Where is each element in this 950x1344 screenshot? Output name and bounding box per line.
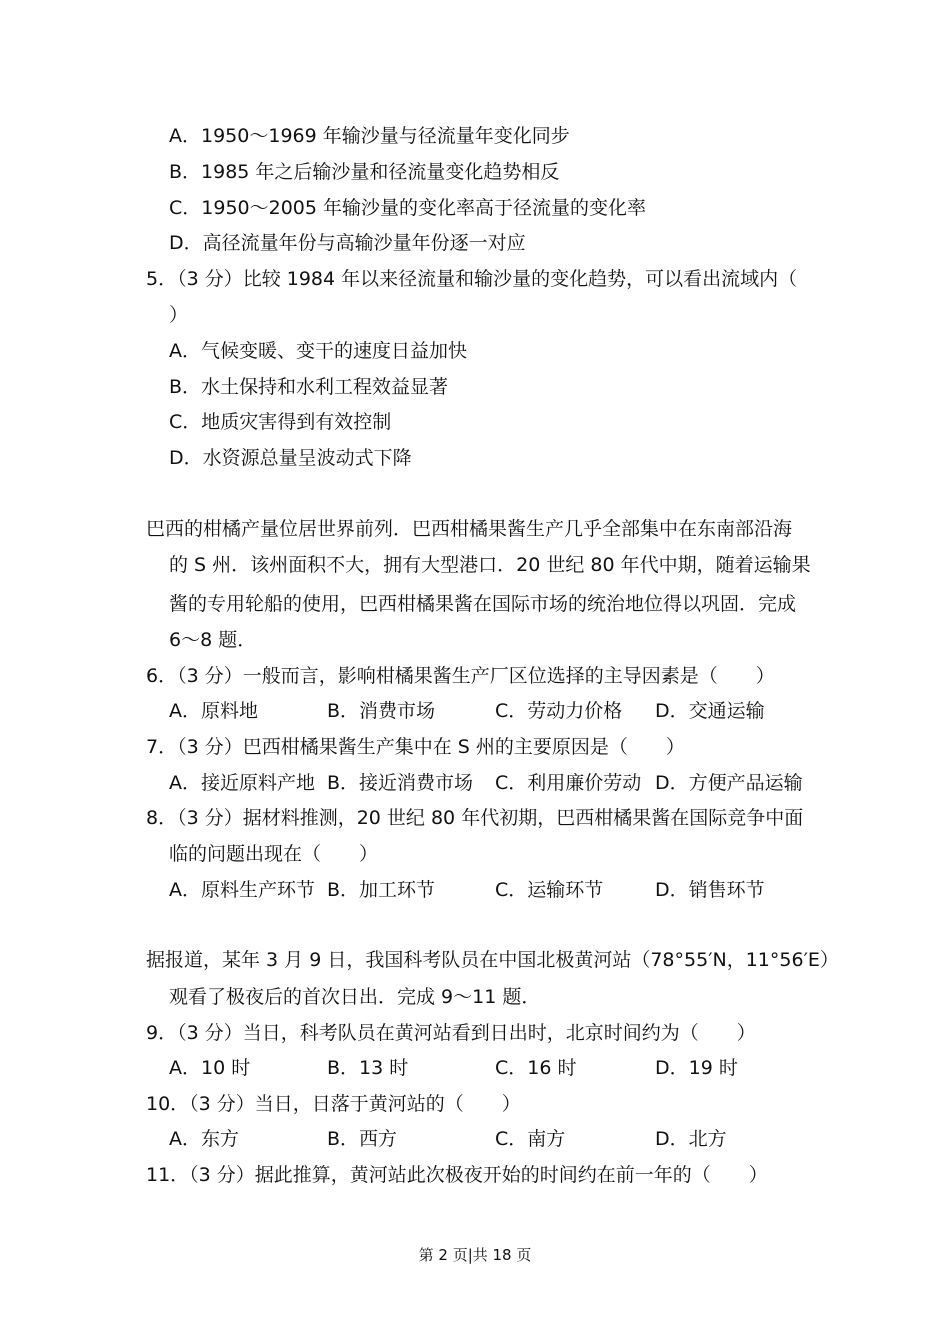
q7-option-d: D．方便产品运输 (655, 772, 803, 794)
q6-option-c: C．劳动力价格 (495, 700, 623, 722)
passage-brazil-line2: 的 S 州．该州面积不大，拥有大型港口．20 世纪 80 年代中期，随着运输果 (169, 554, 811, 576)
q10-option-c: C．南方 (495, 1128, 566, 1150)
q9-option-b: B．13 时 (327, 1057, 409, 1079)
q4-option-d: D．高径流量年份与高输沙量年份逐一对应 (169, 232, 526, 254)
q6-stem: 6．（3 分）一般而言，影响柑橘果酱生产厂区位选择的主导因素是（ ） (146, 665, 775, 687)
q8-option-d: D．销售环节 (655, 879, 765, 901)
q5-option-d: D．水资源总量呈波动式下降 (169, 447, 412, 469)
passage-brazil-line1: 巴西的柑橘产量位居世界前列．巴西柑橘果酱生产几乎全部集中在东南部沿海 (146, 518, 793, 540)
q4-option-b: B．1985 年之后输沙量和径流量变化趋势相反 (169, 161, 560, 183)
q8-stem-line1: 8．（3 分）据材料推测，20 世纪 80 年代初期，巴西柑橘果酱在国际竞争中面 (146, 807, 804, 829)
q8-stem-line2: 临的问题出现在（ ） (169, 843, 379, 865)
q6-option-a: A．原料地 (169, 700, 258, 722)
passage-arctic-line1: 据报道，某年 3 月 9 日，我国科考队员在中国北极黄河站（78°55′N，11°56′E） (146, 949, 839, 971)
q11-stem: 11．（3 分）据此推算，黄河站此次极夜开始的时间约在前一年的（ ） (146, 1164, 768, 1186)
q10-option-b: B．西方 (327, 1128, 398, 1150)
passage-arctic-line2: 观看了极夜后的首次日出．完成 9～11 题． (169, 986, 541, 1008)
q10-option-a: A．东方 (169, 1128, 239, 1150)
q6-option-b: B．消费市场 (327, 700, 436, 722)
q8-option-a: A．原料生产环节 (169, 879, 315, 901)
passage-brazil-line4: 6～8 题． (169, 629, 257, 651)
passage-brazil-line3: 酱的专用轮船的使用，巴西柑橘果酱在国际市场的统治地位得以巩固．完成 (169, 593, 797, 615)
q4-option-c: C．1950～2005 年输沙量的变化率高于径流量的变化率 (169, 197, 647, 219)
q10-option-d: D．北方 (655, 1128, 727, 1150)
q5-stem-line1: 5．（3 分）比较 1984 年以来径流量和输沙量的变化趋势，可以看出流域内（ (146, 268, 798, 290)
q8-option-b: B．加工环节 (327, 879, 436, 901)
q10-stem: 10．（3 分）当日，日落于黄河站的（ ） (146, 1093, 521, 1115)
q4-option-a: A．1950～1969 年输沙量与径流量年变化同步 (169, 125, 570, 147)
q5-option-c: C．地质灾害得到有效控制 (169, 411, 392, 433)
q8-option-c: C．运输环节 (495, 879, 604, 901)
q5-stem-line2: ） (169, 304, 189, 326)
q7-option-c: C．利用廉价劳动 (495, 772, 642, 794)
q7-option-a: A．接近原料产地 (169, 772, 315, 794)
q9-option-c: C．16 时 (495, 1057, 577, 1079)
q5-option-a: A．气候变暖、变干的速度日益加快 (169, 340, 467, 362)
q7-option-b: B．接近消费市场 (327, 772, 474, 794)
page-footer: 第 2 页|共 18 页 (418, 1246, 532, 1264)
q5-option-b: B．水土保持和水利工程效益显著 (169, 376, 449, 398)
q9-stem: 9．（3 分）当日，科考队员在黄河站看到日出时，北京时间约为（ ） (146, 1022, 756, 1044)
q9-option-a: A．10 时 (169, 1057, 251, 1079)
q7-stem: 7．（3 分）巴西柑橘果酱生产集中在 S 州的主要原因是（ ） (146, 736, 685, 758)
q6-option-d: D．交通运输 (655, 700, 765, 722)
q9-option-d: D．19 时 (655, 1057, 738, 1079)
